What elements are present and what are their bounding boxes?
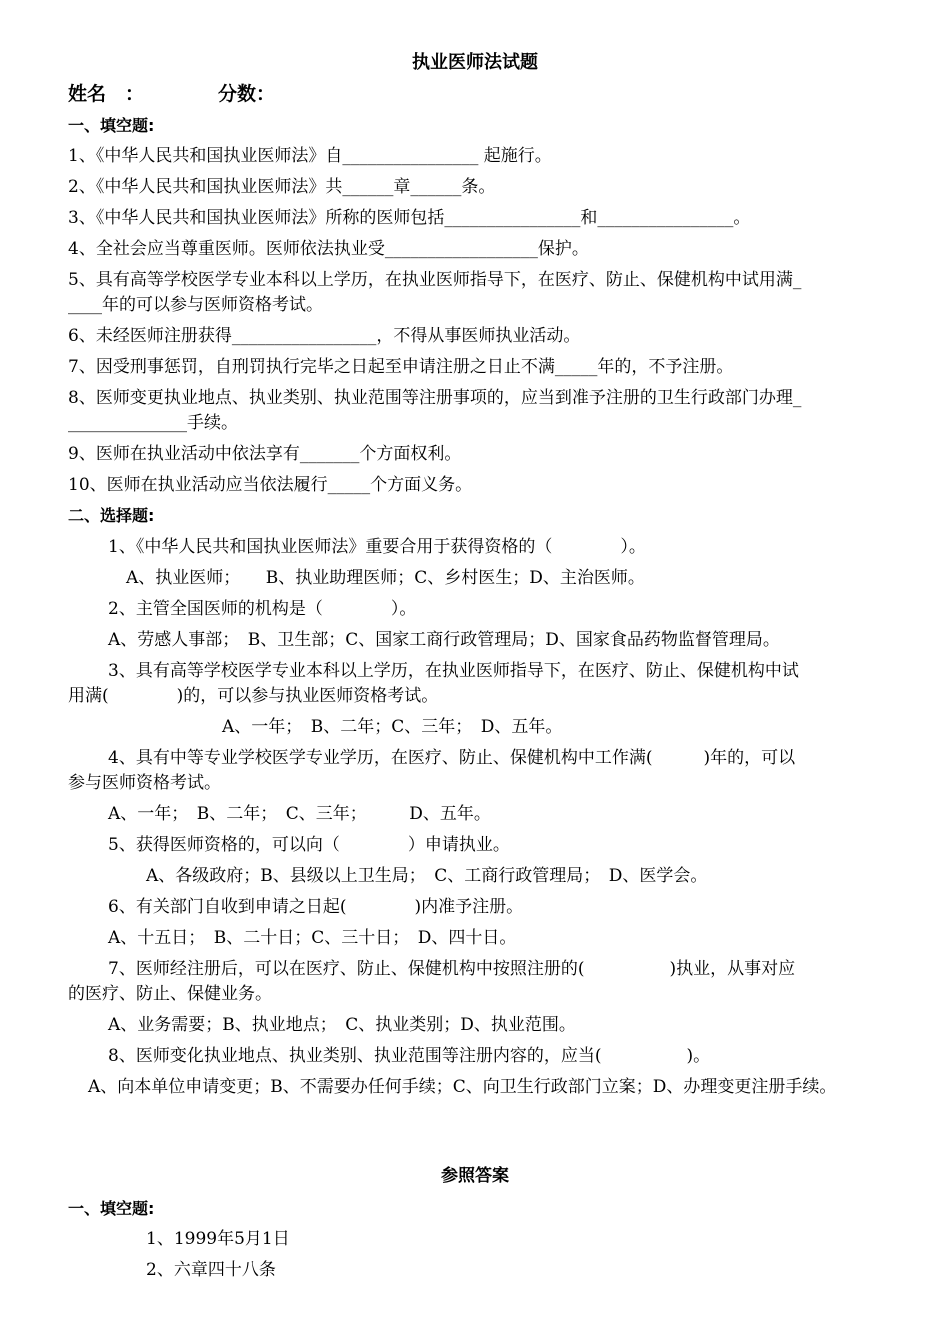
answer-line: 1、1999年5月1日 [146,1229,290,1249]
answer-line: 2、六章四十八条 [146,1260,276,1280]
question-line: 6、未经医师注册获得_________________，不得从事医师执业活动。 [68,326,581,346]
option-line: A、各级政府；B、县级以上卫生局； C、工商行政管理局； D、医学会。 [146,866,708,886]
question-line: 用满( )的，可以参与执业医师资格考试。 [68,686,439,706]
question-line: 2、主管全国医师的机构是（ ）。 [108,599,417,619]
question-line: 10、医师在执业活动应当依法履行_____个方面义务。 [68,475,473,495]
answers-title: 参照答案 [441,1166,509,1186]
question-line: 8、医师变化执业地点、执业类别、执业范围等注册内容的，应当( )。 [108,1046,711,1066]
question-line: 4、全社会应当尊重医师。医师依法执业受__________________保护。 [68,239,589,259]
question-line: 1、《中华人民共和国执业医师法》自________________ 起施行。 [68,146,552,166]
question-line: 1、《中华人民共和国执业医师法》重要合用于获得资格的（ ）。 [108,537,646,557]
page-title: 执业医师法试题 [412,52,538,73]
question-line: 2、《中华人民共和国执业医师法》共______章______条。 [68,177,496,197]
question-line: 6、有关部门自收到申请之日起( )内准予注册。 [108,897,524,917]
question-line: 7、医师经注册后，可以在医疗、防止、保健机构中按照注册的( )执业，从事对应 [108,959,796,979]
name-label: 姓名 ： [68,83,145,105]
name-score-bar [68,82,275,106]
option-line: A、向本单位申请变更；B、不需要办任何手续；C、向卫生行政部门立案；D、办理变更注册手续。 [88,1077,837,1097]
question-line: ____年的可以参与医师资格考试。 [68,295,323,315]
score-label: 分数： [218,83,276,105]
question-line: 9、医师在执业活动中依法享有_______个方面权利。 [68,444,462,464]
question-line: 4、具有中等专业学校医学专业学历，在医疗、防止、保健机构中工作满( )年的，可以 [108,748,796,768]
question-line: 5、获得医师资格的，可以向（ ）申请执业。 [108,835,510,855]
option-line: A、业务需要；B、执业地点； C、执业类别；D、执业范围。 [108,1015,576,1035]
question-line: 3、《中华人民共和国执业医师法》所称的医师包括________________和________________。 [68,208,751,228]
question-line: 3、具有高等学校医学专业本科以上学历，在执业医师指导下，在医疗、防止、保健机构中试 [108,661,799,681]
option-line: A、十五日； B、二十日；C、三十日； D、四十日。 [108,928,517,948]
option-line: A、劳感人事部； B、卫生部；C、国家工商行政管理局；D、国家食品药物监督管理局。 [108,630,780,650]
question-line: 5、具有高等学校医学专业本科以上学历，在执业医师指导下，在医疗、防止、保健机构中试用满_ [68,270,802,290]
section-heading-fill-blank: 一、填空题: [68,116,155,135]
question-line: 参与医师资格考试。 [68,773,221,793]
option-line: A、执业医师； B、执业助理医师；C、乡村医生；D、主治医师。 [126,568,645,588]
section-heading-multiple-choice: 二、选择题: [68,506,155,525]
question-line: 7、因受刑事惩罚，自刑罚执行完毕之日起至申请注册之日止不满_____年的，不予注册。 [68,357,734,377]
answers-heading: 一、填空题: [68,1199,155,1218]
question-line: ______________手续。 [68,413,238,433]
question-line: 8、医师变更执业地点、执业类别、执业范围等注册事项的，应当到准予注册的卫生行政部门办理_ [68,388,802,408]
question-line: 的医疗、防止、保健业务。 [68,984,272,1004]
option-line: A、一年； B、二年；C、三年； D、五年。 [222,717,563,737]
option-line: A、一年； B、二年； C、三年； D、五年。 [108,804,491,824]
